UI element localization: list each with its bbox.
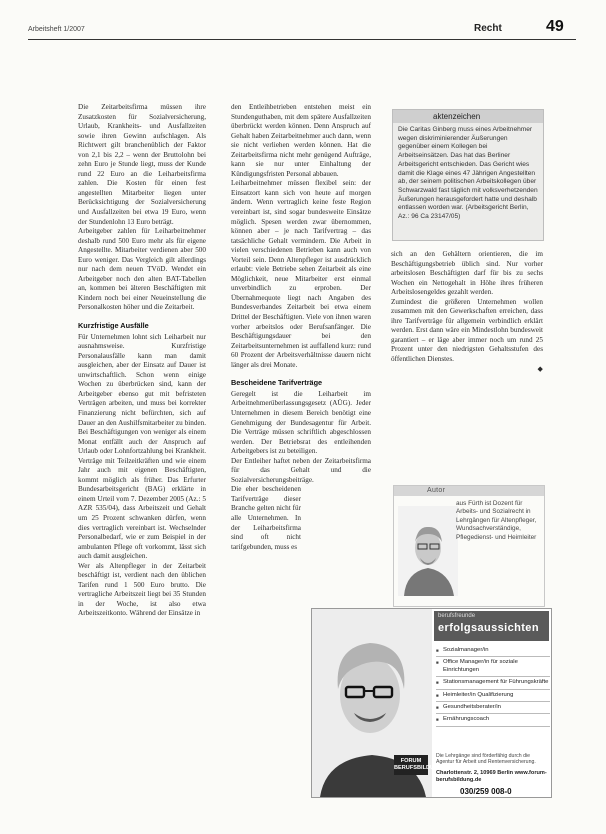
issue-label: Arbeitsheft 1/2007 [28, 26, 85, 33]
ad-address: Charlottenstr. 2, 10969 Berlin www.forum-berufsbildung.de [436, 770, 547, 783]
paragraph: Wer als Altenpfleger in der Zeitarbeit beschäftigt ist, verdient nach den üblichen Tarifen rund 1 500 Euro brutto. Die vertragliche Arbeitszeit liegt bei 35 Stunden in der Woche, ist also etwa Arbeitszeitkonto. Während der Einsätze in [78, 561, 206, 618]
paragraph: Leiharbeitnehmer müssen flexibel sein: der Einsatzort kann sich von heute auf morgen ändern. Wenn vertraglich keine feste Region vereinbart ist, sind sogar bundesweite Einsätze möglich. Spesen werden zwar übernommen, können aber – je nach Tarifvertrag – das tatsächliche Gehalt vermindern. Die Arbeit in vielen verschiedenen Betrieben kann auch von Vorteil sein. Denn Altenpfleger ist ausdrücklich erlaubt: viele Betriebe sehen Zeitarbeit als eine Möglichkeit, neue Mitarbeiter erst einmal unverbindlich zu erproben. Der Übernahmequote liegt nach Angaben des Bundesverbandes Zeitarbeit bei etwa einem Drittel der Beschäftigten. Viele von ihnen waren vorher arbeitslos oder Berufsanfänger. Die Beschäftigungsdauer bei den Zeitarbeitsunternehmen ist auffallend kurz: rund 60 Prozent der Arbeitsverhältnisse dauern nicht länger als drei Monate. [231, 179, 371, 369]
paragraph: den Entleihbetrieben entstehen meist ein Stundenguthaben, mit dem spätere Ausfallzeiten überbrückt werden können. Denn Anspruch auf Gehalt haben Zeitarbeitnehmer auch dann, wenn sie nicht verliehen werden können. Hat die Zeitarbeitsfirma nicht mehr genügend Aufträge, kann sie nur unter Einhaltung der Kündigungsfristen Personal abbauen. [231, 103, 371, 178]
author-box [393, 485, 545, 607]
ad-header [434, 611, 549, 641]
list-item: ■ Gesundheitsberater/in [436, 702, 550, 714]
box-text: Die Caritas Ginberg muss eines Arbeitnehmer wegen diskriminierender Äußerungen gegenüber einem Kollegen bei Arbeitseinsätzen. Das hat das Berliner Arbeitsgericht entschieden. Das Gericht wies damit die Klage eines 47 Jährigen Angestellten ab, der seinem politischen Arbeitskollegen über Schwarzwald fast täglich mit volksverhetzenden Äußerungen herausgefordert hatte und deshalb entlassen worden war. (Arbeitsgericht Berlin, Az.: 96 Ca 23147/05) [398, 126, 538, 221]
list-item: ■ Sozialmanager/in [436, 645, 550, 657]
paragraph: Geregelt ist die Leiharbeit im Arbeitnehmerüberlassungsgesetz (AÜG). Jeder Unternehmen in diesem Bereich benötigt eine Genehmigung der Bundesagentur für Arbeit. Die Verträge müssen schriftlich abgeschlossen werden. Der Betriebsrat des entleihenden Arbeitgebers ist zu beteiligen. [231, 389, 371, 456]
article-column-3 [391, 250, 543, 374]
page-header [28, 18, 576, 40]
article-column-1 [78, 103, 206, 619]
list-item: ■ Office Manager/in für soziale Einrichtungen [436, 657, 550, 677]
paragraph: Für Unternehmen lohnt sich Leiharbeit nur ausnahmsweise. Kurzfristige Personalausfälle kann man damit ausgleichen, aber der Einsatz auf Dauer ist unwirtschaftlich. Schon wenn einige Wochen zu überbrücken sind, kann der Arbeitgeber ebenso gut mit befristeten Verträgen arbeiten, und muss bei korrekter Finanzierung nicht befürchten, sich auf Dauer an den Aushilfsmitarbeiter zu binden. Bei Beschäftigungen von weniger als einem Monat entfällt auch der Anspruch auf Urlaub oder Lohnfortzahlung bei Krankheit. Verträge mit Teilzeitkräften und wie einem Jahr auch mit eigenen Beschäftigten, kommt möglich als früher. Das Erfurter Bundesarbeitsgericht (BAG) erklärte in einem Urteil vom 7. Dezember 2005 (Az.: 5 AZR 535/04), dass Arbeitszeit und Gehalt um 25 Prozent schwanken dürfen, wenn dies vertraglich vereinbart ist. Wechselnder Personalbedarf, wie er zum Beispiel in der ambulanten Pflege oft vorkommt, lässt sich auch damit ausgleichen. [78, 332, 206, 561]
advertisement[interactable] [311, 608, 552, 798]
list-item: ■ Stationsmanagement für Führungskräfte [436, 677, 550, 689]
paragraph: Zumindest die größeren Unternehmen wollen zusammen mit den Gewerkschaften erreichen, dass ihre Tarifverträge für allgemein verbindlich erklärt werden. Erst dann wäre ein Mindestlohn bundesweit garantiert – er läge aber immer noch um rund 25 Prozent unter den niedrigsten Gehaltsstufen des öffentlichen Dienstes. [391, 297, 543, 364]
page-number: 49 [546, 18, 564, 35]
list-item: ■ Heimleiter/in Qualifizierung [436, 690, 550, 702]
paragraph: sich an den Gehältern orientieren, die im Beschäftigungsbetrieb üblich sind. Nur vorher arbeitslosen Beschäftigten darf für bis zu sechs Wochen ein Nettogehalt in Höhe ihres früheren Arbeitslosengeldes gezahlt werden. [391, 250, 543, 297]
subheading: Kurzfristige Ausfälle [78, 321, 149, 331]
author-box-title: Autor [394, 486, 544, 496]
aktenzeichen-box [392, 109, 544, 241]
ad-photo [312, 609, 443, 797]
paragraph: Die Zeitarbeitsfirma müssen ihre Zusatzkosten für Sozialversicherung, Urlaub, Krankheits- und Ausfallzeiten sowie ihren Gewinn aufschlagen. Als Richtwert gilt branchenüblich der Faktor von 2,1 bis 2,2 – wenn der Bruttolohn bei zehn Euro je Stunde liegt, muss der Kunde rund 22 Euro an die Leiharbeitsfirma zahlen. Die Kosten für einen fest angestellten Mitarbeiter liegen unter Berücksichtigung der Sozialversicherung und Ausfallzeiten bei etwa 19 Euro, wenn der Stundenlohn 13 Euro beträgt. [78, 103, 206, 226]
paragraph: Arbeitgeber zahlen für Leiharbeitnehmer deshalb rund 500 Euro mehr als für eigene Angestellte. Mitarbeiter verdienen aber 500 Euro weniger. Das Vergleich gilt allerdings nur nach dem neuen TVöD. Wendet ein Arbeitgeber noch den alten BAT-Tabellen an, kommen bei älteren Beschäftigten mit Kindern noch bei einer Neueinstellung die Personalkosten höher und die Zeitarbeit. [78, 227, 206, 312]
course-list [436, 645, 550, 727]
subheading: Bescheidene Tarifverträge [231, 378, 323, 388]
forum-logo: FORUM BERUFSBILDUNG [394, 755, 428, 775]
paragraph: Der Entleiher haftet neben der Zeitarbeitsfirma für das Gehalt und die Sozialversicherungsbeiträge. [231, 456, 371, 484]
author-photo [398, 506, 458, 596]
ad-kicker: berufsfreunde [438, 613, 476, 619]
article-column-2 [231, 103, 371, 552]
end-mark: ◆ [537, 364, 543, 373]
ad-footnote: Die Lehrgänge sind förderfähig durch die Agentur für Arbeit und Rentenversicherung. [436, 753, 536, 766]
author-bio: aus Fürth ist Dozent für Arbeits- und Sozialrecht in Lehrgängen für Altenpfleger, Wundsachverständige, Pflegedienst- und Heimleiter [456, 500, 537, 541]
list-item: ■ Ernährungscoach [436, 714, 550, 726]
paragraph: Die eher bescheidenen Tarifverträge dieser Branche gelten nicht für alle Unternehmen. In der Leiharbeitsfirma sind oft nicht tarifgebunden, muss es [231, 485, 301, 551]
ad-title: erfolgsaussichten [438, 622, 539, 634]
section-title: Recht [474, 23, 502, 34]
ad-phone: 030/259 008-0 [460, 787, 512, 796]
box-title: aktenzeichen [393, 110, 543, 123]
